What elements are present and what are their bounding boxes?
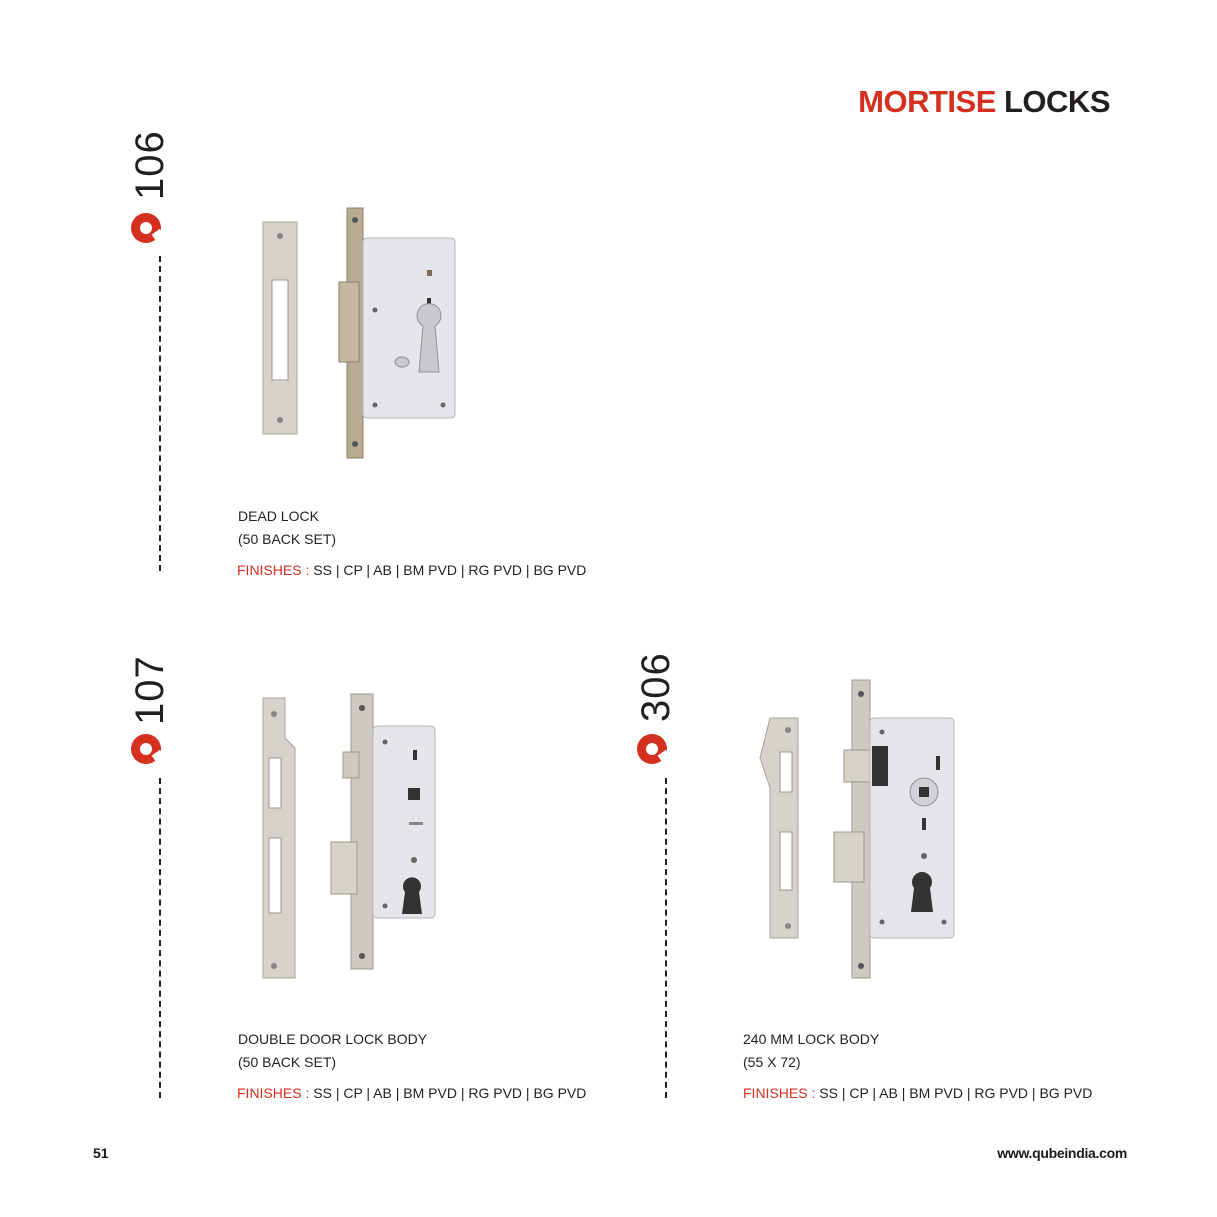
product-title: DEAD LOCK <box>238 508 319 524</box>
brand-q-icon <box>131 734 161 764</box>
product-name <box>743 1028 879 1074</box>
product-name <box>238 505 336 551</box>
dashed-divider <box>159 256 161 571</box>
finishes-list: SS | CP | AB | BM PVD | RG PVD | BG PVD <box>313 562 587 578</box>
finishes-list: SS | CP | AB | BM PVD | RG PVD | BG PVD <box>313 1085 587 1101</box>
product-code-106: 106 <box>128 130 172 200</box>
finishes-label: FINISHES : <box>743 1085 816 1101</box>
finishes-label: FINISHES : <box>237 562 310 578</box>
product-title: DOUBLE DOOR LOCK BODY <box>238 1031 428 1047</box>
finishes-label: FINISHES : <box>237 1085 310 1101</box>
product-finishes <box>237 562 586 578</box>
product-finishes <box>237 1085 586 1101</box>
title-main: LOCKS <box>1004 84 1110 119</box>
product-subtitle: (55 X 72) <box>743 1054 801 1070</box>
dashed-divider <box>159 778 161 1098</box>
brand-q-icon <box>131 213 161 243</box>
page-number: 51 <box>93 1145 109 1161</box>
product-finishes <box>743 1085 1092 1101</box>
product-name <box>238 1028 427 1074</box>
page-title <box>858 84 1110 120</box>
finishes-list: SS | CP | AB | BM PVD | RG PVD | BG PVD <box>819 1085 1093 1101</box>
product-subtitle: (50 BACK SET) <box>238 531 337 547</box>
dead-lock-image <box>245 200 465 465</box>
product-subtitle: (50 BACK SET) <box>238 1054 337 1070</box>
double-door-lock-body-image <box>245 688 455 983</box>
product-title: 240 MM LOCK BODY <box>743 1031 880 1047</box>
title-accent: MORTISE <box>858 84 996 119</box>
product-code-306: 306 <box>634 652 678 722</box>
dashed-divider <box>665 778 667 1098</box>
product-code-107: 107 <box>128 655 172 725</box>
website-link[interactable]: www.qubeindia.com <box>997 1145 1127 1161</box>
lock-body-240mm-image <box>748 672 968 987</box>
brand-q-icon <box>637 734 667 764</box>
